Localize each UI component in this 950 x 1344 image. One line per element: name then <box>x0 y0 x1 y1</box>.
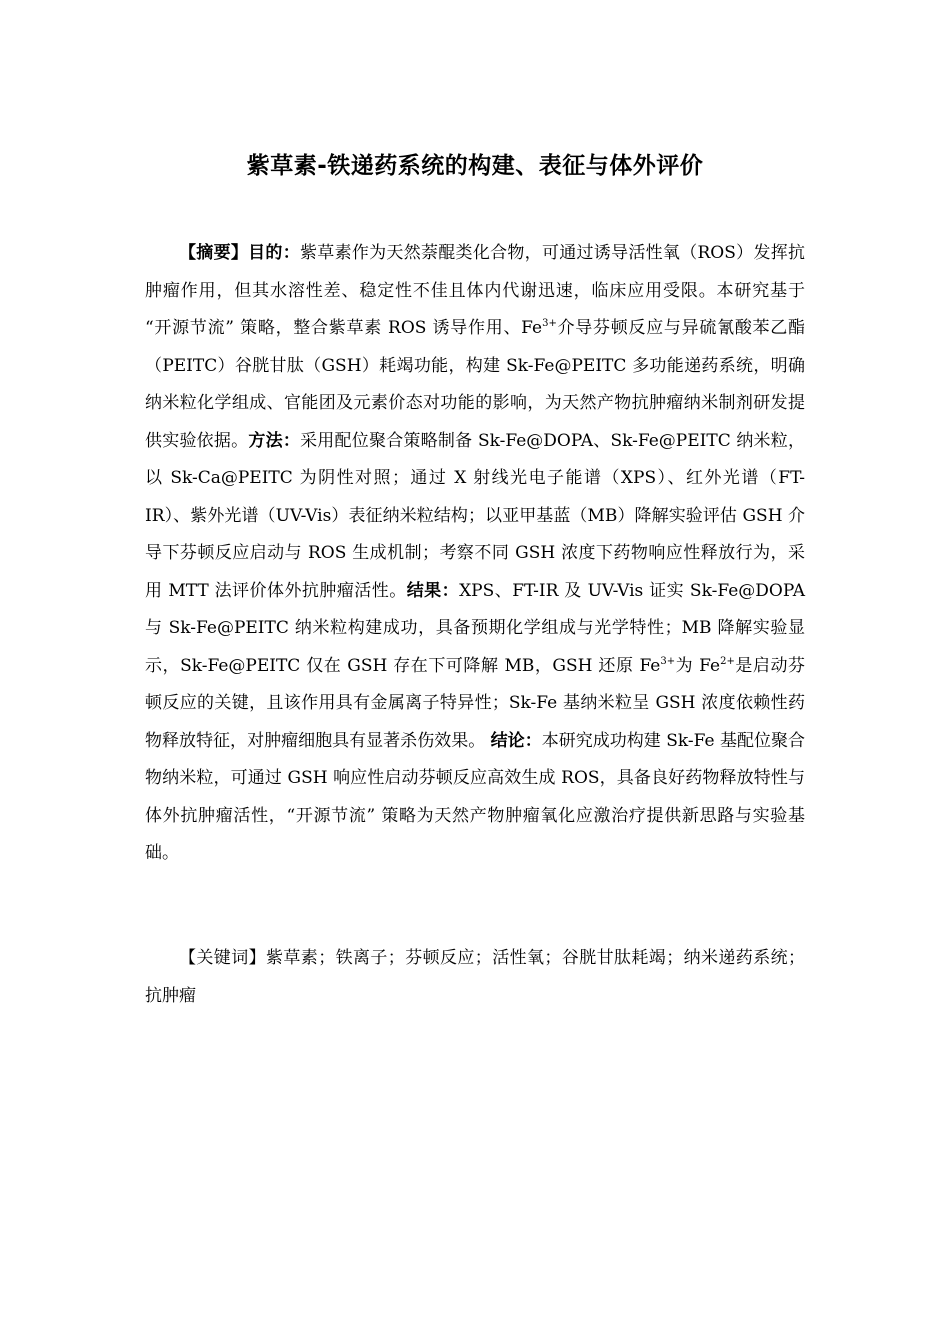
results-label: 结果： <box>406 580 460 601</box>
objective-text-cont: 介导芬顿反应与异硫氰酸苯乙酯（PEITC）谷胱甘肽（GSH）耗竭功能，构建 Sk-Fe@PEITC 多功能递药系统，明确纳米粒化学组成、官能团及元素价态对功能的影响，为天然产物抗肿瘤纳米制剂研发提供实验依据。 <box>145 318 805 451</box>
keywords-text: 紫草素；铁离子；芬顿反应；活性氧；谷胱甘肽耗竭；纳米递药系统；抗肿瘤 <box>145 948 805 1006</box>
paper-title: 紫草素-铁递药系统的构建、表征与体外评价 <box>246 153 704 179</box>
keywords-paragraph <box>145 940 805 1015</box>
superscript-charge: 3+ <box>660 655 676 667</box>
methods-text: 采用配位聚合策略制备 Sk-Fe@DOPA、Sk-Fe@PEITC 纳米粒，以 Sk-Ca@PEITC 为阴性对照；通过 X 射线光电子能谱（XPS）、红外光谱（FT-IR）、紫外光谱（UV-Vis）表征纳米粒结构；以亚甲基蓝（MB）降解实验评估 GSH 介导下芬顿反应启动与 ROS 生成机制；考察不同 GSH 浓度下药物响应性释放行为，采用 MTT 法评价体外抗肿瘤活性。 <box>145 430 806 601</box>
results-text-cont: 为 Fe <box>675 655 721 676</box>
methods-label: 方法： <box>248 430 301 451</box>
superscript-charge: 2+ <box>720 655 735 667</box>
conclusion-text: 本研究成功构建 Sk-Fe 基配位聚合物纳米粒，可通过 GSH 响应性启动芬顿反应高效生成 ROS，具备良好药物释放特性与体外抗肿瘤活性，“开源节流” 策略为天然产物肿瘤氧化应激治疗提供新思路与实验基础。 <box>145 730 806 863</box>
abstract-label: 【摘要】 <box>179 243 249 263</box>
conclusion-label: 结论： <box>490 730 542 751</box>
superscript-charge: 3+ <box>542 318 557 329</box>
keywords-label: 【关键词】 <box>179 948 266 968</box>
abstract-paragraph <box>145 235 805 873</box>
objective-label: 目的： <box>248 243 300 263</box>
results-text: XPS、FT-IR 及 UV-Vis 证实 Sk-Fe@DOPA 与 Sk-Fe@PEITC 纳米粒构建成功，具备预期化学组成与光学特性；MB 降解实验显示，Sk-Fe@PEITC 仅在 GSH 存在下可降解 MB，GSH 还原 Fe <box>145 580 805 676</box>
results-text-end: 是启动芬顿反应的关键，且该作用具有金属离子特异性；Sk-Fe 基纳米粒呈 GSH 浓度依赖性药物释放特征，对肿瘤细胞具有显著杀伤效果。 <box>145 655 805 751</box>
objective-text: 紫草素作为天然萘醌类化合物，可通过诱导活性氧（ROS）发挥抗肿瘤作用，但其水溶性差、稳定性不佳且体内代谢迅速，临床应用受限。本研究基于 “开源节流” 策略，整合紫草素 ROS 诱导作用、Fe <box>145 243 806 338</box>
